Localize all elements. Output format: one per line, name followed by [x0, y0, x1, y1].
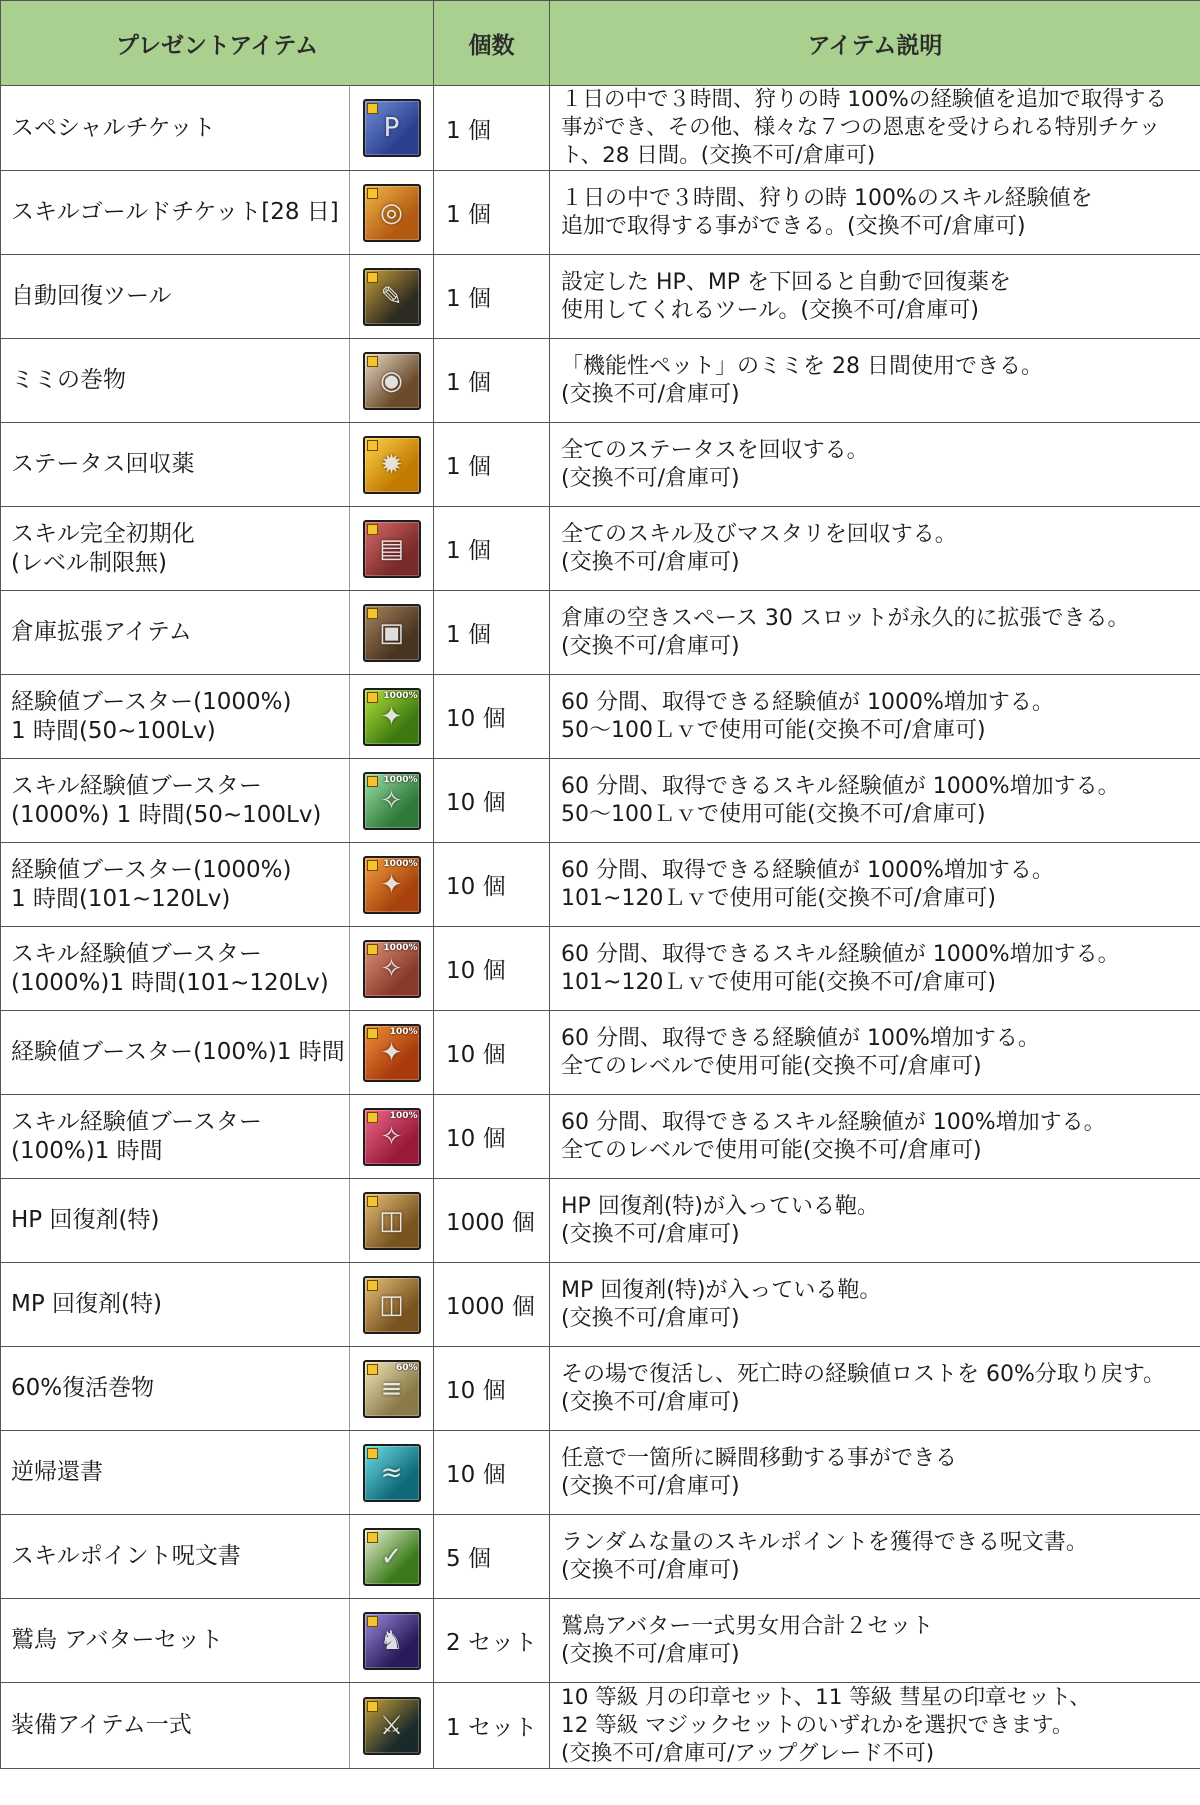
item-name: スキルゴールドチケット[28 日] [1, 171, 350, 255]
item-name: HP 回復剤(特) [1, 1179, 350, 1263]
table-row [1, 927, 1200, 1011]
header-quantity: 個数 [434, 1, 550, 86]
item-icon-cell [350, 86, 434, 171]
revival-scroll-icon [363, 1360, 421, 1418]
item-glyph: ▣ [379, 617, 404, 648]
item-name: MP 回復剤(特) [1, 1263, 350, 1347]
item-name: 鷲鳥 アバターセット [1, 1599, 350, 1683]
item-glyph: ✦ [380, 869, 403, 900]
ticket-icon [363, 99, 421, 157]
item-icon-cell [350, 591, 434, 675]
table-row [1, 1095, 1200, 1179]
auto-potion-tool-icon [363, 268, 421, 326]
item-icon-cell [350, 1431, 434, 1515]
item-description: 60 分間、取得できるスキル経験値が 1000%増加する。 50～100Ｌｖで使用可能(交換不可/倉庫可) [550, 759, 1200, 843]
item-name: 経験値ブースター(1000%) 1 時間(50~100Lv) [1, 675, 350, 759]
table-row [1, 1263, 1200, 1347]
item-description: 設定した HP、MP を下回ると自動で回復薬を 使用してくれるツール。(交換不可/倉庫可) [550, 255, 1200, 339]
item-glyph: ✧ [380, 953, 403, 984]
item-glyph: ◎ [380, 197, 403, 228]
item-description: 「機能性ペット」のミミを 28 日間使用できる。 (交換不可/倉庫可) [550, 339, 1200, 423]
table-row [1, 86, 1200, 171]
item-quantity: 10 個 [434, 927, 550, 1011]
item-glyph: ≈ [380, 1457, 403, 1488]
item-name: スキル経験値ブースター (1000%) 1 時間(50~100Lv) [1, 759, 350, 843]
item-name: スキル経験値ブースター (100%)1 時間 [1, 1095, 350, 1179]
item-glyph: ✦ [380, 1037, 403, 1068]
item-percent-label: 100% [389, 1026, 418, 1037]
item-icon-cell [350, 1515, 434, 1599]
item-quantity: 10 個 [434, 1431, 550, 1515]
item-glyph: ✦ [380, 701, 403, 732]
item-quantity: 1 個 [434, 171, 550, 255]
item-description: 任意で一箇所に瞬間移動する事ができる (交換不可/倉庫可) [550, 1431, 1200, 1515]
item-icon-cell [350, 759, 434, 843]
table-row [1, 591, 1200, 675]
item-icon-cell [350, 1263, 434, 1347]
item-quantity: 1000 個 [434, 1263, 550, 1347]
item-description: その場で復活し、死亡時の経験値ロストを 60%分取り戻す。 (交換不可/倉庫可) [550, 1347, 1200, 1431]
table-row [1, 171, 1200, 255]
item-description: 60 分間、取得できるスキル経験値が 1000%増加する。 101~120Ｌｖで使用可能(交換不可/倉庫可) [550, 927, 1200, 1011]
table-row [1, 1179, 1200, 1263]
item-glyph: ✹ [380, 449, 403, 480]
item-description: 10 等級 月の印章セット、11 等級 彗星の印章セット、 12 等級 マジックセットのいずれかを選択できます。 (交換不可/倉庫可/アップグレード不可) [550, 1683, 1200, 1769]
item-icon-cell [350, 255, 434, 339]
item-glyph: ✓ [380, 1541, 403, 1572]
item-icon-cell [350, 1599, 434, 1683]
skill-reset-book-icon [363, 520, 421, 578]
item-quantity: 10 個 [434, 675, 550, 759]
item-description: 全てのステータスを回収する。 (交換不可/倉庫可) [550, 423, 1200, 507]
skill-exp-booster-icon [363, 1108, 421, 1166]
item-icon-cell [350, 507, 434, 591]
exp-booster-icon [363, 688, 421, 746]
table-row [1, 759, 1200, 843]
item-icon-cell [350, 927, 434, 1011]
potion-bag-icon [363, 1276, 421, 1334]
item-description: MP 回復剤(特)が入っている鞄。 (交換不可/倉庫可) [550, 1263, 1200, 1347]
item-description: 倉庫の空きスペース 30 スロットが永久的に拡張できる。 (交換不可/倉庫可) [550, 591, 1200, 675]
item-quantity: 10 個 [434, 1347, 550, 1431]
skill-point-scroll-icon [363, 1528, 421, 1586]
item-name: 60%復活巻物 [1, 1347, 350, 1431]
equipment-sword-icon [363, 1697, 421, 1755]
item-name: 装備アイテム一式 [1, 1683, 350, 1769]
item-icon-cell [350, 843, 434, 927]
storage-chest-icon [363, 604, 421, 662]
item-icon-cell [350, 423, 434, 507]
skill-exp-booster-icon [363, 940, 421, 998]
item-quantity: 2 セット [434, 1599, 550, 1683]
item-quantity: 1 セット [434, 1683, 550, 1769]
item-glyph: ▤ [379, 533, 404, 564]
item-name: 経験値ブースター(1000%) 1 時間(101~120Lv) [1, 843, 350, 927]
item-name: 自動回復ツール [1, 255, 350, 339]
item-name: ステータス回収薬 [1, 423, 350, 507]
item-quantity: 1 個 [434, 339, 550, 423]
item-description: 60 分間、取得できる経験値が 1000%増加する。 101~120Ｌｖで使用可能(交換不可/倉庫可) [550, 843, 1200, 927]
item-percent-label: 1000% [383, 690, 418, 701]
item-percent-label: 1000% [383, 942, 418, 953]
table-row [1, 1515, 1200, 1599]
item-description: ランダムな量のスキルポイントを獲得できる呪文書。 (交換不可/倉庫可) [550, 1515, 1200, 1599]
table-row [1, 1599, 1200, 1683]
item-quantity: 1 個 [434, 591, 550, 675]
item-icon-cell [350, 171, 434, 255]
item-glyph: ≡ [380, 1373, 403, 1404]
table-row [1, 675, 1200, 759]
item-quantity: 10 個 [434, 1011, 550, 1095]
item-quantity: 1000 個 [434, 1179, 550, 1263]
skill-exp-booster-icon [363, 772, 421, 830]
table-row [1, 1347, 1200, 1431]
potion-bag-icon [363, 1192, 421, 1250]
item-quantity: 1 個 [434, 423, 550, 507]
item-quantity: 1 個 [434, 507, 550, 591]
item-name: 経験値ブースター(100%)1 時間 [1, 1011, 350, 1095]
table-row [1, 1011, 1200, 1095]
table-row [1, 339, 1200, 423]
item-glyph: ✧ [380, 785, 403, 816]
item-quantity: 1 個 [434, 255, 550, 339]
table-row [1, 507, 1200, 591]
table-row [1, 423, 1200, 507]
item-name: スキル完全初期化 (レベル制限無) [1, 507, 350, 591]
item-icon-cell [350, 1011, 434, 1095]
item-description: 60 分間、取得できるスキル経験値が 100%増加する。 全てのレベルで使用可能(交換不可/倉庫可) [550, 1095, 1200, 1179]
item-name: スキルポイント呪文書 [1, 1515, 350, 1599]
status-reset-potion-icon [363, 436, 421, 494]
item-icon-cell [350, 1683, 434, 1769]
item-description: 鷲鳥アバター一式男女用合計２セット (交換不可/倉庫可) [550, 1599, 1200, 1683]
table-row [1, 1683, 1200, 1769]
item-glyph: ◫ [379, 1205, 404, 1236]
item-icon-cell [350, 1347, 434, 1431]
item-percent-label: 100% [389, 1110, 418, 1121]
item-icon-cell [350, 1095, 434, 1179]
item-name: スペシャルチケット [1, 86, 350, 171]
item-name: ミミの巻物 [1, 339, 350, 423]
item-name: スキル経験値ブースター (1000%)1 時間(101~120Lv) [1, 927, 350, 1011]
item-percent-label: 60% [395, 1362, 418, 1373]
item-glyph: P [383, 113, 400, 143]
gold-ticket-icon [363, 184, 421, 242]
item-description: １日の中で３時間、狩りの時 100%のスキル経験値を 追加で取得する事ができる。(交換不可/倉庫可) [550, 171, 1200, 255]
item-quantity: 10 個 [434, 1095, 550, 1179]
table-row [1, 843, 1200, 927]
item-description: 60 分間、取得できる経験値が 1000%増加する。 50～100Ｌｖで使用可能(交換不可/倉庫可) [550, 675, 1200, 759]
item-icon-cell [350, 339, 434, 423]
item-description: １日の中で３時間、狩りの時 100%の経験値を追加で取得する 事ができ、その他、様々な７つの恩恵を受けられる特別チケッ ト、28 日間。(交換不可/倉庫可) [550, 86, 1200, 171]
exp-booster-icon [363, 856, 421, 914]
table-row [1, 1431, 1200, 1515]
item-percent-label: 1000% [383, 774, 418, 785]
item-icon-cell [350, 1179, 434, 1263]
item-glyph: ⚔ [379, 1710, 404, 1741]
item-name: 逆帰還書 [1, 1431, 350, 1515]
item-icon-cell [350, 675, 434, 759]
item-name: 倉庫拡張アイテム [1, 591, 350, 675]
header-present-item: プレゼントアイテム [1, 1, 434, 86]
item-glyph: ◫ [379, 1289, 404, 1320]
header-item-description: アイテム説明 [550, 1, 1200, 86]
avatar-set-icon [363, 1612, 421, 1670]
item-percent-label: 1000% [383, 858, 418, 869]
teleport-scroll-icon [363, 1444, 421, 1502]
item-glyph: ✧ [380, 1121, 403, 1152]
item-glyph: ◉ [380, 365, 403, 396]
table-row [1, 255, 1200, 339]
pet-scroll-icon [363, 352, 421, 410]
item-quantity: 1 個 [434, 86, 550, 171]
item-glyph: ✎ [380, 281, 403, 312]
exp-booster-icon [363, 1024, 421, 1082]
item-quantity: 10 個 [434, 759, 550, 843]
item-description: 全てのスキル及びマスタリを回収する。 (交換不可/倉庫可) [550, 507, 1200, 591]
table-header-row [1, 1, 1200, 86]
item-quantity: 5 個 [434, 1515, 550, 1599]
item-description: 60 分間、取得できる経験値が 100%増加する。 全てのレベルで使用可能(交換不可/倉庫可) [550, 1011, 1200, 1095]
item-description: HP 回復剤(特)が入っている鞄。 (交換不可/倉庫可) [550, 1179, 1200, 1263]
item-quantity: 10 個 [434, 843, 550, 927]
item-glyph: ♞ [379, 1625, 404, 1656]
